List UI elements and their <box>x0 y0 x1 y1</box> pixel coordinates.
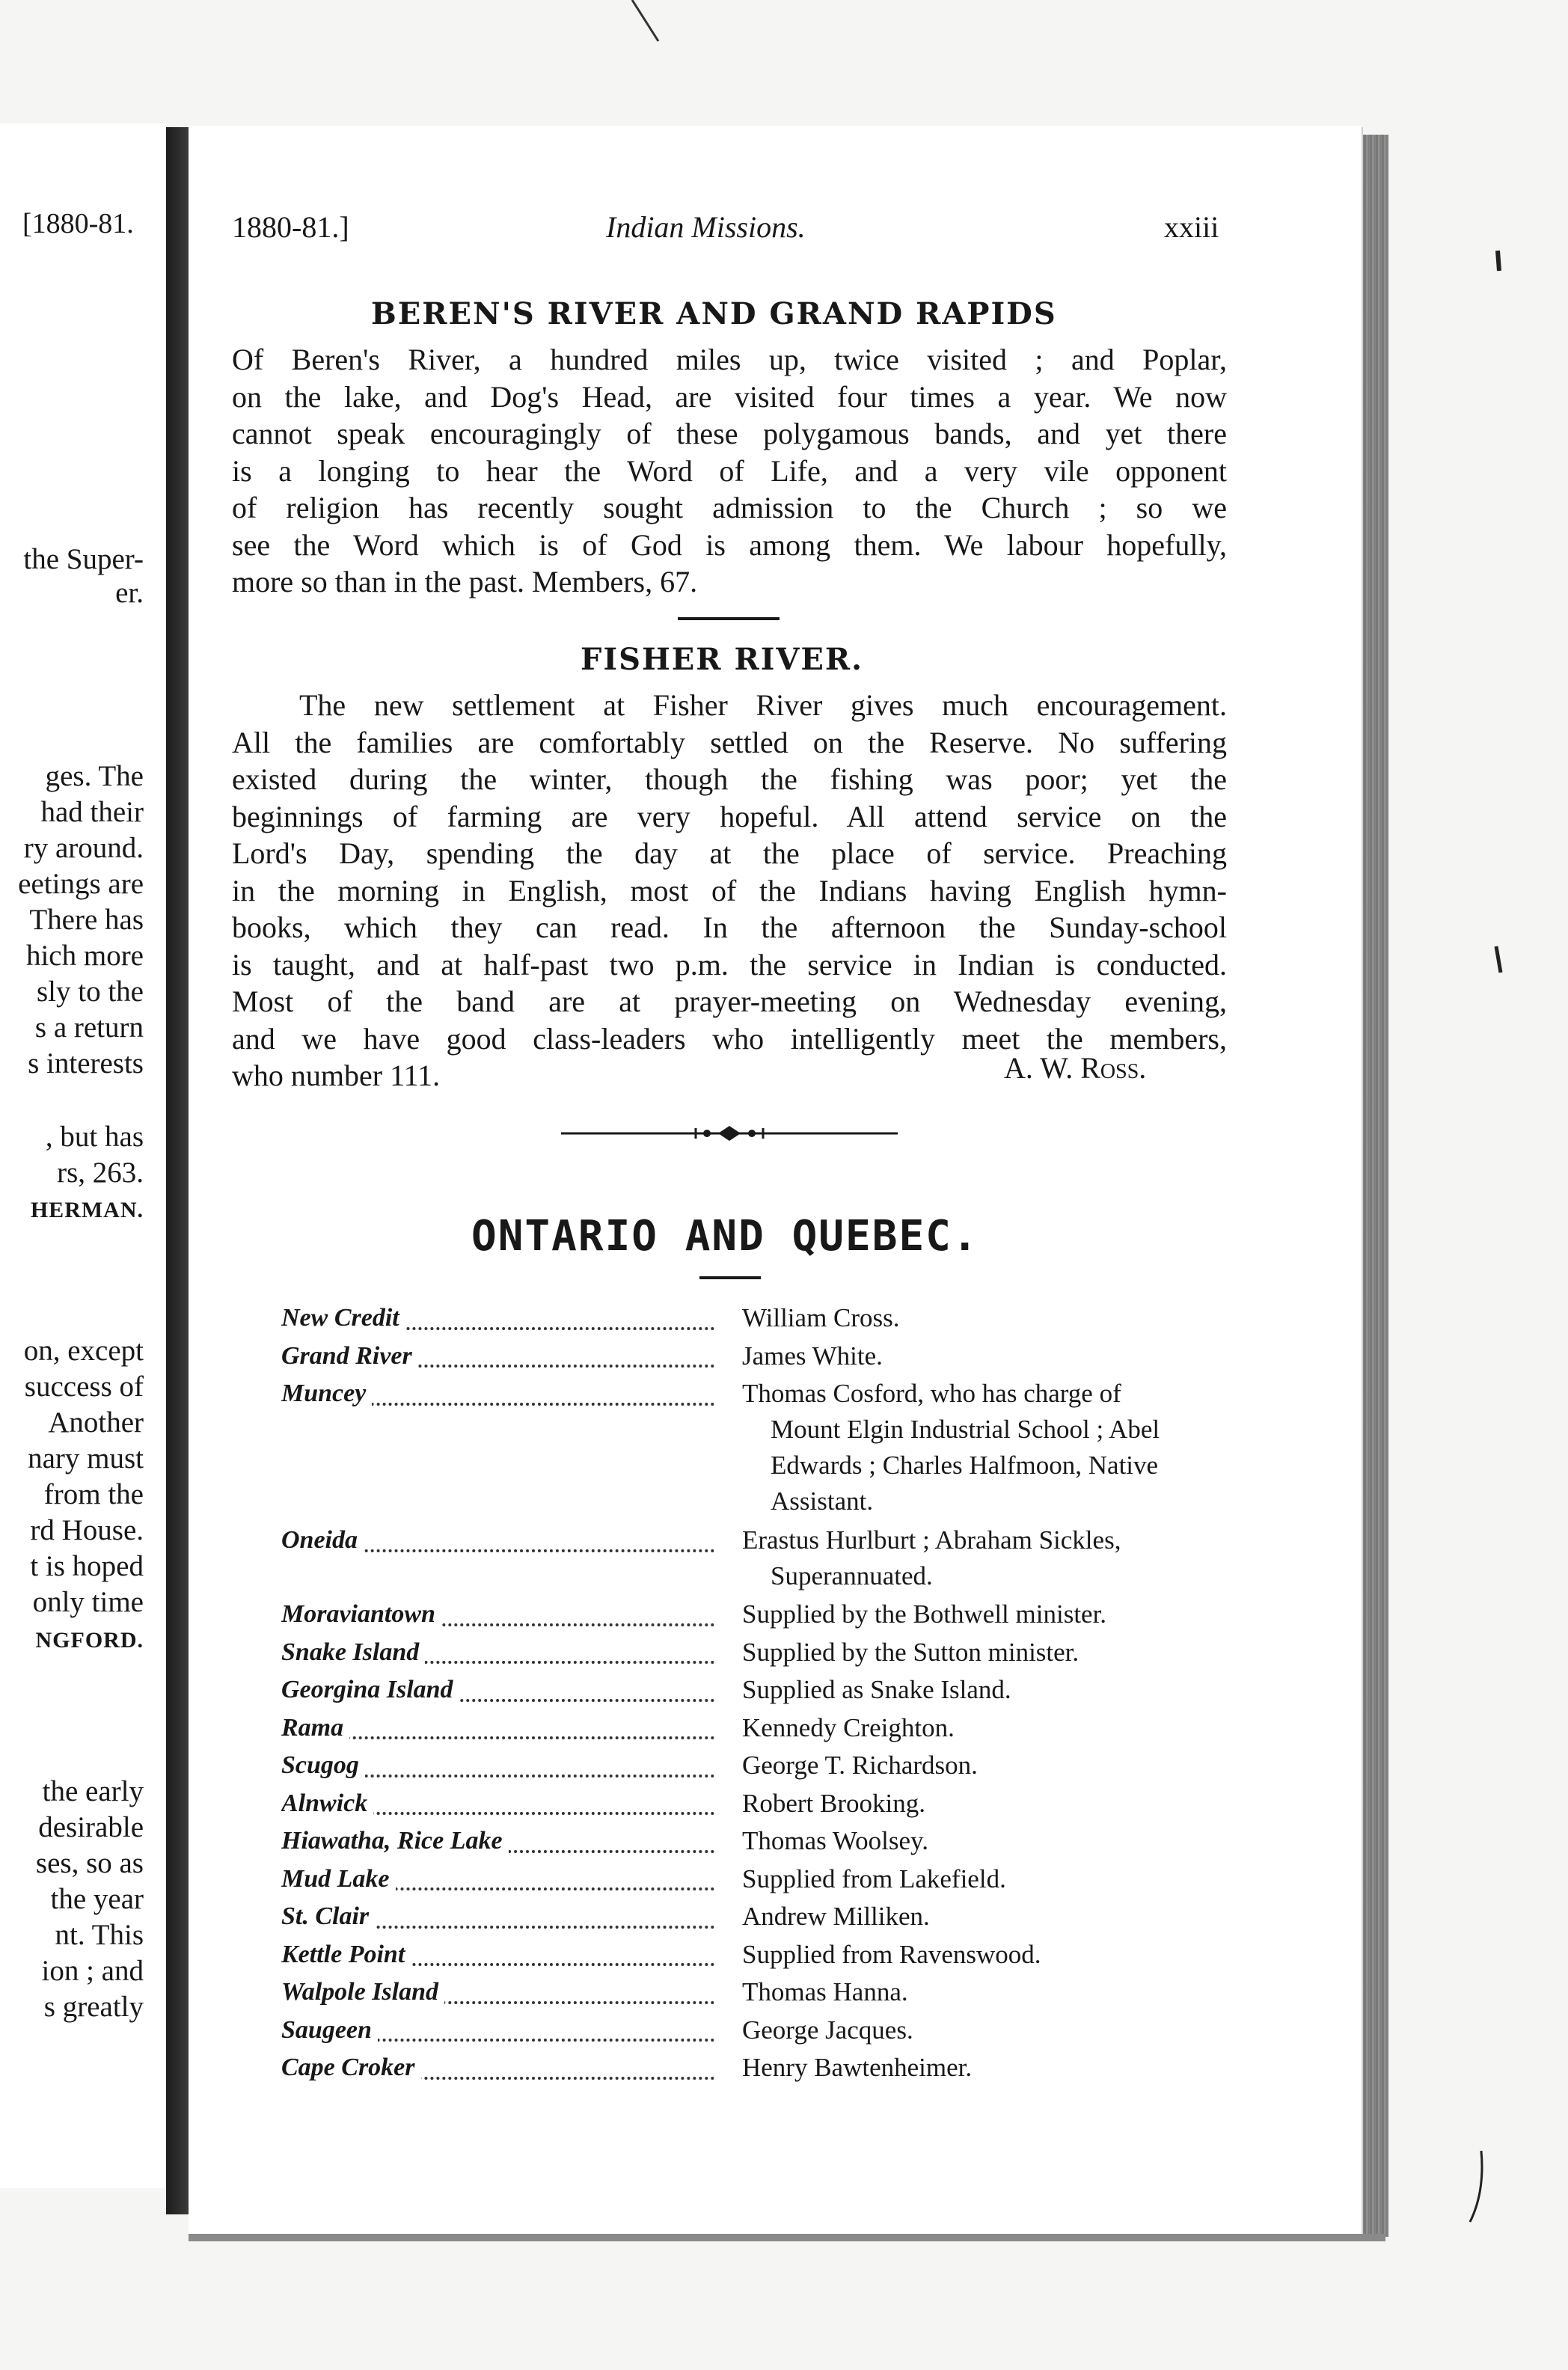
mission-place <box>281 1786 719 1822</box>
place-name: Moraviantown <box>281 1600 441 1628</box>
left-page-line: ry around. <box>23 832 144 864</box>
minister-line: Supplied as Snake Island. <box>742 1675 1011 1704</box>
mission-place <box>281 1974 719 2011</box>
minister-line: Andrew Milliken. <box>742 1902 930 1931</box>
minister-line: George T. Richardson. <box>742 1751 978 1780</box>
left-page-line: the year <box>50 1883 144 1915</box>
text-line: see the Word which is of God is among them. We labour hopefully, <box>232 527 1227 562</box>
place-name: St. Clair <box>281 1902 375 1930</box>
berens-river-paragraph <box>232 341 1227 601</box>
mission-place <box>281 2050 719 2086</box>
fisher-river-heading: FISHER RIVER. <box>581 642 864 677</box>
mission-place <box>281 1522 719 1559</box>
minister <box>742 1937 1236 1973</box>
minister <box>742 1672 1236 1708</box>
left-page-line: NGFORD. <box>35 1628 144 1653</box>
minister <box>742 1861 1236 1897</box>
left-page-header: [1880-81. <box>22 208 134 239</box>
place-name: Mud Lake <box>281 1865 396 1893</box>
minister-line: Henry Bawtenheimer. <box>742 2053 973 2082</box>
left-page-line: ges. The <box>45 760 144 792</box>
scan-mark <box>1463 2147 1492 2229</box>
minister <box>742 1300 1236 1336</box>
gutter-shadow <box>166 127 189 2214</box>
minister <box>742 2012 1236 2048</box>
left-page-line: desirable <box>38 1811 144 1843</box>
minister <box>742 1823 1236 1859</box>
left-page-line: ion ; and <box>41 1955 144 1987</box>
left-page-line: s greatly <box>43 1991 144 2023</box>
mission-place <box>281 1937 719 1974</box>
left-page-line: nary must <box>28 1442 144 1475</box>
minister-line: Edwards ; Charles Halfmoon, Native <box>771 1451 1159 1480</box>
minister-line: Assistant. <box>771 1486 874 1516</box>
text-line: of religion has recently sought admission to the Church ; so we <box>232 491 1227 524</box>
text-line: is a longing to hear the Word of Life, and a very vile opponent <box>232 453 1227 488</box>
minister-line: George Jacques. <box>742 2015 913 2045</box>
left-page-line: the Super- <box>23 543 144 575</box>
left-page-line: sly to the <box>37 976 144 1008</box>
ornamental-rule <box>561 1122 898 1145</box>
section-rule <box>678 617 780 620</box>
place-name: Grand River <box>281 1342 418 1370</box>
left-page-line: HERMAN. <box>30 1198 144 1222</box>
left-page-line: t is hoped <box>30 1550 144 1582</box>
text-line: who number 111. <box>232 1059 441 1092</box>
fisher-river-paragraph <box>232 687 1227 1094</box>
minister-line: William Cross. <box>742 1303 900 1332</box>
minister <box>742 1710 1236 1746</box>
left-page-line: only time <box>32 1586 144 1618</box>
left-page-line: from the <box>43 1478 144 1510</box>
text-line: in the morning in English, most of the Indians having English hymn- <box>232 873 1227 907</box>
heading-rule <box>699 1276 761 1279</box>
minister <box>742 1974 1236 2010</box>
minister <box>742 1899 1236 1935</box>
left-page-line: s interests <box>28 1047 144 1080</box>
minister-line: Supplied from Lakefield. <box>742 1864 1006 1893</box>
minister-line: Supplied by the Bothwell minister. <box>742 1599 1107 1629</box>
mission-place <box>281 1861 719 1898</box>
mission-place <box>281 1823 719 1860</box>
text-line: All the families are comfortably settled on the Reserve. No suffering <box>232 725 1227 759</box>
place-name: Rama <box>281 1714 349 1742</box>
left-page-line: the early <box>42 1775 144 1807</box>
minister-line: Erastus Hurlburt ; Abraham Sickles, <box>742 1525 1121 1555</box>
berens-river-heading: BEREN'S RIVER AND GRAND RAPIDS <box>371 296 1057 331</box>
mission-place <box>281 1596 719 1633</box>
mission-place <box>281 1376 719 1412</box>
text-line: Of Beren's River, a hundred miles up, twice visited ; and Poplar, <box>232 343 1227 376</box>
place-name: Snake Island <box>281 1638 425 1666</box>
left-page-line: s a return <box>34 1011 144 1044</box>
minister-line: Thomas Cosford, who has charge of <box>742 1379 1121 1408</box>
text-line: beginnings of farming are very hopeful. All attend service on the <box>232 799 1227 833</box>
text-line: Most of the band are at prayer-meeting on Wednesday evening, <box>232 985 1227 1018</box>
mission-place <box>281 1710 719 1747</box>
mission-place <box>281 1635 719 1671</box>
place-name: Kettle Point <box>281 1941 411 1968</box>
mission-place <box>281 1300 719 1337</box>
place-name: Oneida <box>281 1526 364 1554</box>
minister-line: Mount Elgin Industrial School ; Abel <box>771 1415 1160 1444</box>
page-number: xxiii <box>1164 210 1219 244</box>
text-line: more so than in the past. Members, 67. <box>232 565 698 598</box>
minister-line: Thomas Hanna. <box>742 1977 908 2006</box>
minister-line: Supplied from Ravenswood. <box>742 1939 1041 1969</box>
left-page-line: ses, so as <box>35 1847 144 1879</box>
left-page-line: rd House. <box>30 1514 144 1546</box>
place-name: Alnwick <box>281 1789 373 1817</box>
scan-mark <box>1489 943 1511 980</box>
text-line: books, which they can read. In the afternoon the Sunday-school <box>232 910 1227 944</box>
text-line: Lord's Day, spending the day at the place of service. Preaching <box>232 836 1227 870</box>
left-page-line: , but has <box>45 1121 144 1153</box>
place-name: Saugeen <box>281 2016 378 2044</box>
minister <box>742 2050 1236 2086</box>
minister-line: Robert Brooking. <box>742 1788 925 1818</box>
left-page-line: There has <box>29 904 144 936</box>
left-page-line: success of <box>24 1371 144 1403</box>
place-name: Muncey <box>281 1380 372 1407</box>
left-page <box>0 123 166 2188</box>
place-name: Georgina Island <box>281 1676 459 1703</box>
running-head-year: 1880-81.] <box>232 210 349 244</box>
place-name: Scugog <box>281 1751 365 1779</box>
minister <box>742 1376 1236 1519</box>
left-page-line: had their <box>40 796 144 828</box>
minister <box>742 1748 1236 1783</box>
running-head-title: Indian Missions. <box>606 210 806 244</box>
minister <box>742 1596 1236 1632</box>
minister <box>742 1522 1236 1594</box>
left-page-line: er. <box>115 577 144 609</box>
minister-line: Kennedy Creighton. <box>742 1712 955 1742</box>
mission-place <box>281 2012 719 2049</box>
place-name: Cape Croker <box>281 2054 421 2081</box>
minister-line: Supplied by the Sutton minister. <box>742 1637 1079 1667</box>
text-line: is taught, and at half-past two p.m. the service in Indian is conducted. <box>232 947 1227 982</box>
minister-line: Thomas Woolsey. <box>742 1826 928 1855</box>
minister-line: Superannuated. <box>771 1561 933 1590</box>
left-page-line: on, except <box>23 1335 144 1367</box>
place-name: New Credit <box>281 1304 405 1332</box>
left-page-line: Another <box>48 1406 144 1439</box>
minister-line: James White. <box>742 1341 883 1371</box>
mission-place <box>281 1672 719 1709</box>
text-line: The new settlement at Fisher River gives much encouragement. <box>299 688 1227 722</box>
left-page-line: rs, 263. <box>57 1157 144 1189</box>
place-name: Hiawatha, Rice Lake <box>281 1827 509 1855</box>
page-edges <box>1363 135 1388 2237</box>
mission-place <box>281 1899 719 1935</box>
mission-place <box>281 1338 719 1375</box>
scan-mark <box>628 0 673 45</box>
minister <box>742 1786 1236 1822</box>
ontario-quebec-heading: ONTARIO AND QUEBEC. <box>471 1212 979 1261</box>
page-bottom-edge <box>189 2234 1385 2241</box>
signature: A. W. Ross. <box>1004 1051 1147 1085</box>
left-page-line: hich more <box>25 940 144 972</box>
minister <box>742 1338 1236 1374</box>
text-line: existed during the winter, though the fishing was poor; yet the <box>232 762 1227 796</box>
scan-mark <box>1489 247 1511 277</box>
text-line: and we have good class-leaders who intelligently meet the members, <box>232 1021 1227 1056</box>
mission-place <box>281 1748 719 1784</box>
left-page-line: nt. This <box>55 1919 144 1951</box>
text-line: cannot speak encouragingly of these polygamous bands, and yet there <box>232 417 1227 450</box>
place-name: Walpole Island <box>281 1978 444 2006</box>
minister <box>742 1635 1236 1671</box>
left-page-line: eetings are <box>18 868 144 900</box>
text-line: on the lake, and Dog's Head, are visited four times a year. We now <box>232 379 1227 414</box>
